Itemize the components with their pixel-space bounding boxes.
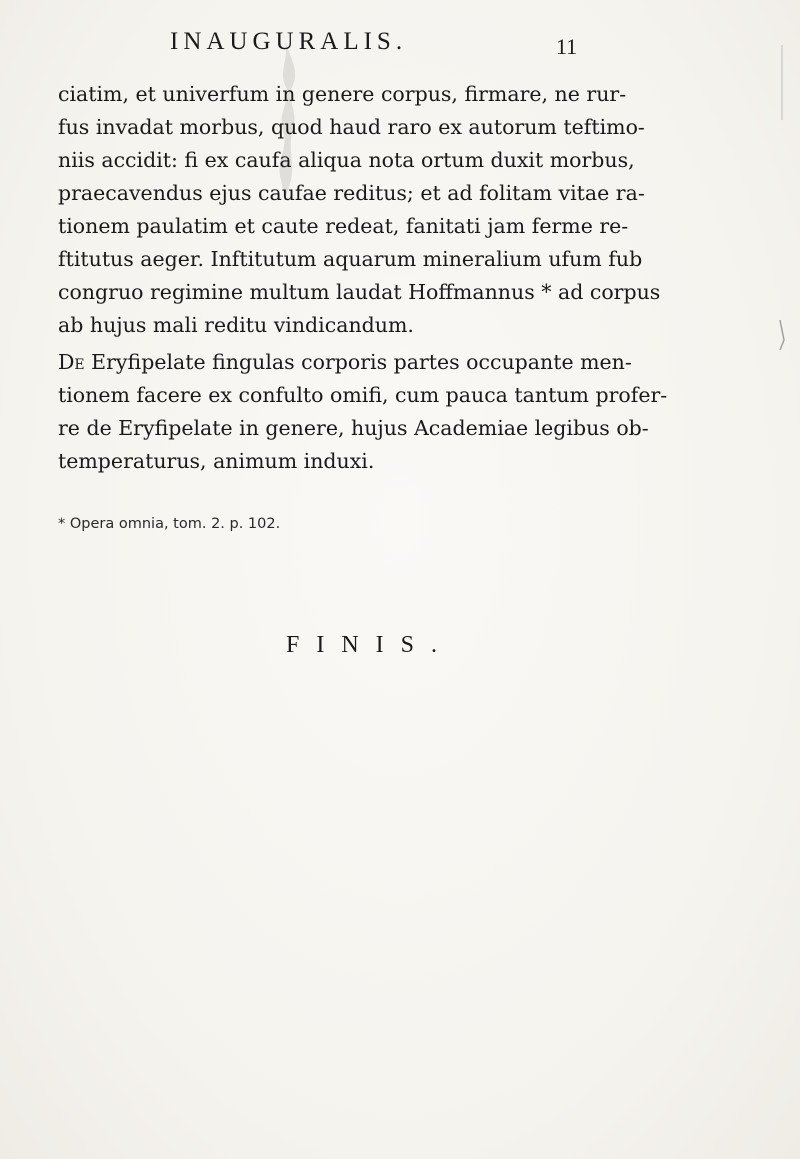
footnote: * Opera omnia, tom. 2. p. 102. xyxy=(58,516,281,532)
text-line: ciatim, et univerfum in genere corpus, firmare, ne rur- xyxy=(58,82,627,106)
text-line-first xyxy=(58,346,632,379)
text-line: re de Eryfipelate in genere, hujus Academiae legibus ob- xyxy=(58,416,649,440)
text-line: praecavendus ejus caufae reditus; et ad folitam vitae ra- xyxy=(58,181,645,205)
page-number: 11 xyxy=(556,34,578,59)
text-line: tionem paulatim et caute redeat, fanitati jam ferme re- xyxy=(58,214,629,238)
paragraph-initial: De xyxy=(58,350,85,374)
text-line: temperaturus, animum induxi. xyxy=(58,449,375,473)
margin-stain xyxy=(770,40,790,360)
running-title: INAUGURALIS. xyxy=(170,28,408,55)
text-line-rest: Eryfipelate fingulas corporis partes occupante men- xyxy=(84,350,632,374)
text-line: congruo regimine multum laudat Hoffmannus * ad corpus xyxy=(58,280,661,304)
text-line: fus invadat morbus, quod haud raro ex autorum teftimo- xyxy=(58,115,645,139)
finis-colophon: FINIS. xyxy=(286,632,455,658)
text-line: ab hujus mali reditu vindicandum. xyxy=(58,313,414,337)
text-line: tionem facere ex confulto omifi, cum pauca tantum profer- xyxy=(58,383,668,407)
paragraph-1 xyxy=(58,78,661,342)
paragraph-2 xyxy=(58,346,668,478)
text-line: ftitutus aeger. Inftitutum aquarum mineralium ufum fub xyxy=(58,247,643,271)
text-line: niis accidit: fi ex caufa aliqua nota ortum duxit morbus, xyxy=(58,148,635,172)
